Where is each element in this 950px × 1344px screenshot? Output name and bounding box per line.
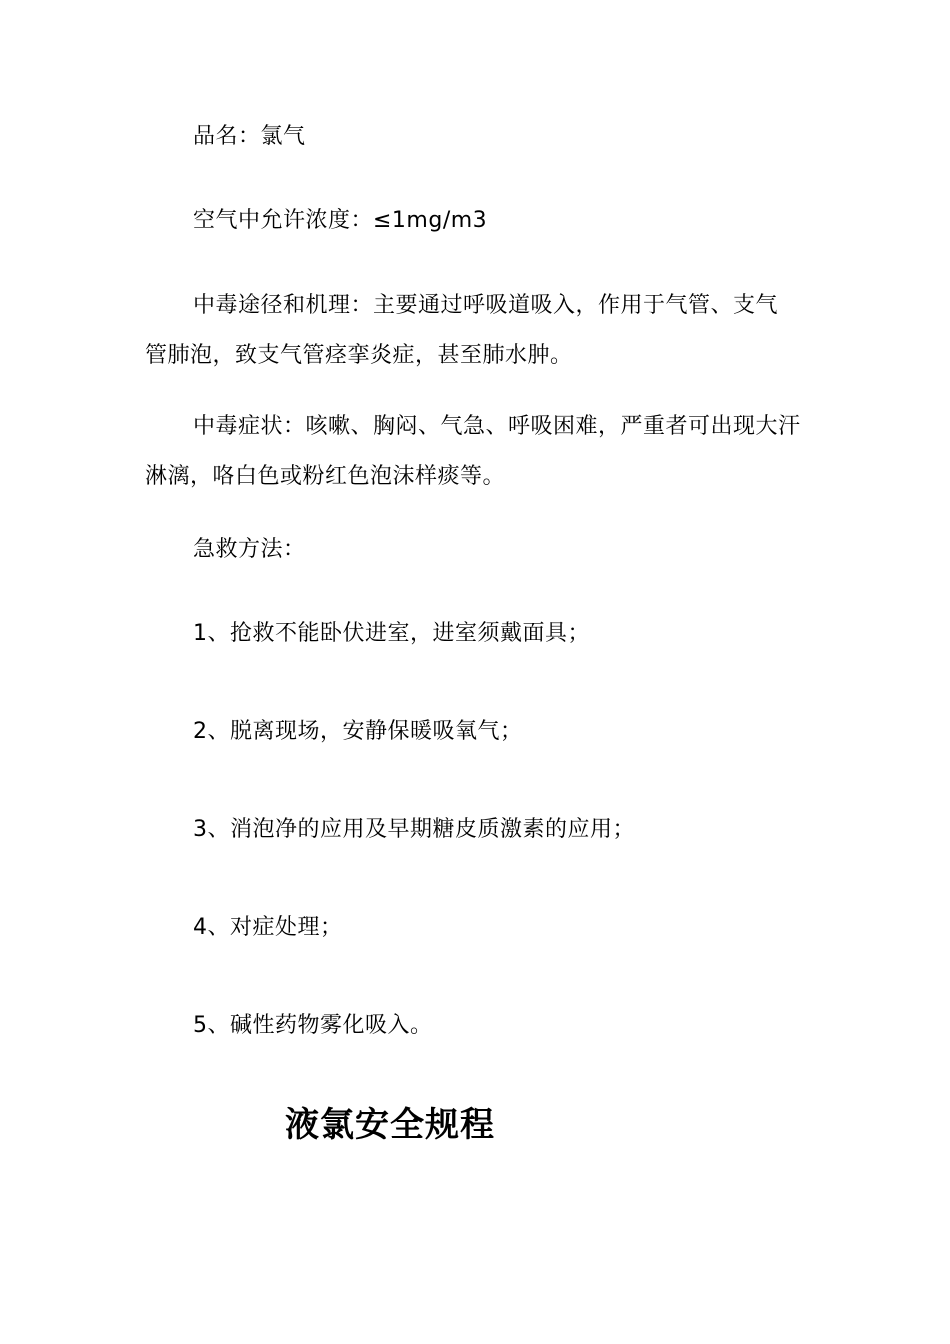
symptoms-line2: 淋漓，咯白色或粉红色泡沫样痰等。 [145, 464, 506, 489]
first-aid-step: 3、消泡净的应用及早期糖皮质激素的应用； [193, 817, 635, 842]
poisoning-route-line2: 管肺泡，致支气管痉挛炎症，甚至肺水肿。 [145, 343, 573, 368]
allowed-concentration: 空气中允许浓度：≤1mg/m3 [193, 208, 488, 233]
poisoning-route-line1: 中毒途径和机理：主要通过呼吸道吸入，作用于气管、支气 [193, 293, 779, 318]
section-title: 液氯安全规程 [285, 1105, 495, 1145]
first-aid-heading: 急救方法： [193, 537, 306, 562]
symptoms-line1: 中毒症状：咳嗽、胸闷、气急、呼吸困难，严重者可出现大汗 [193, 414, 801, 439]
product-name: 品名：氯气 [193, 124, 306, 149]
first-aid-step: 4、对症处理； [193, 915, 343, 940]
first-aid-step: 1、抢救不能卧伏进室，进室须戴面具； [193, 621, 590, 646]
first-aid-step: 5、碱性药物雾化吸入。 [193, 1013, 433, 1038]
first-aid-step: 2、脱离现场，安静保暖吸氧气； [193, 719, 523, 744]
